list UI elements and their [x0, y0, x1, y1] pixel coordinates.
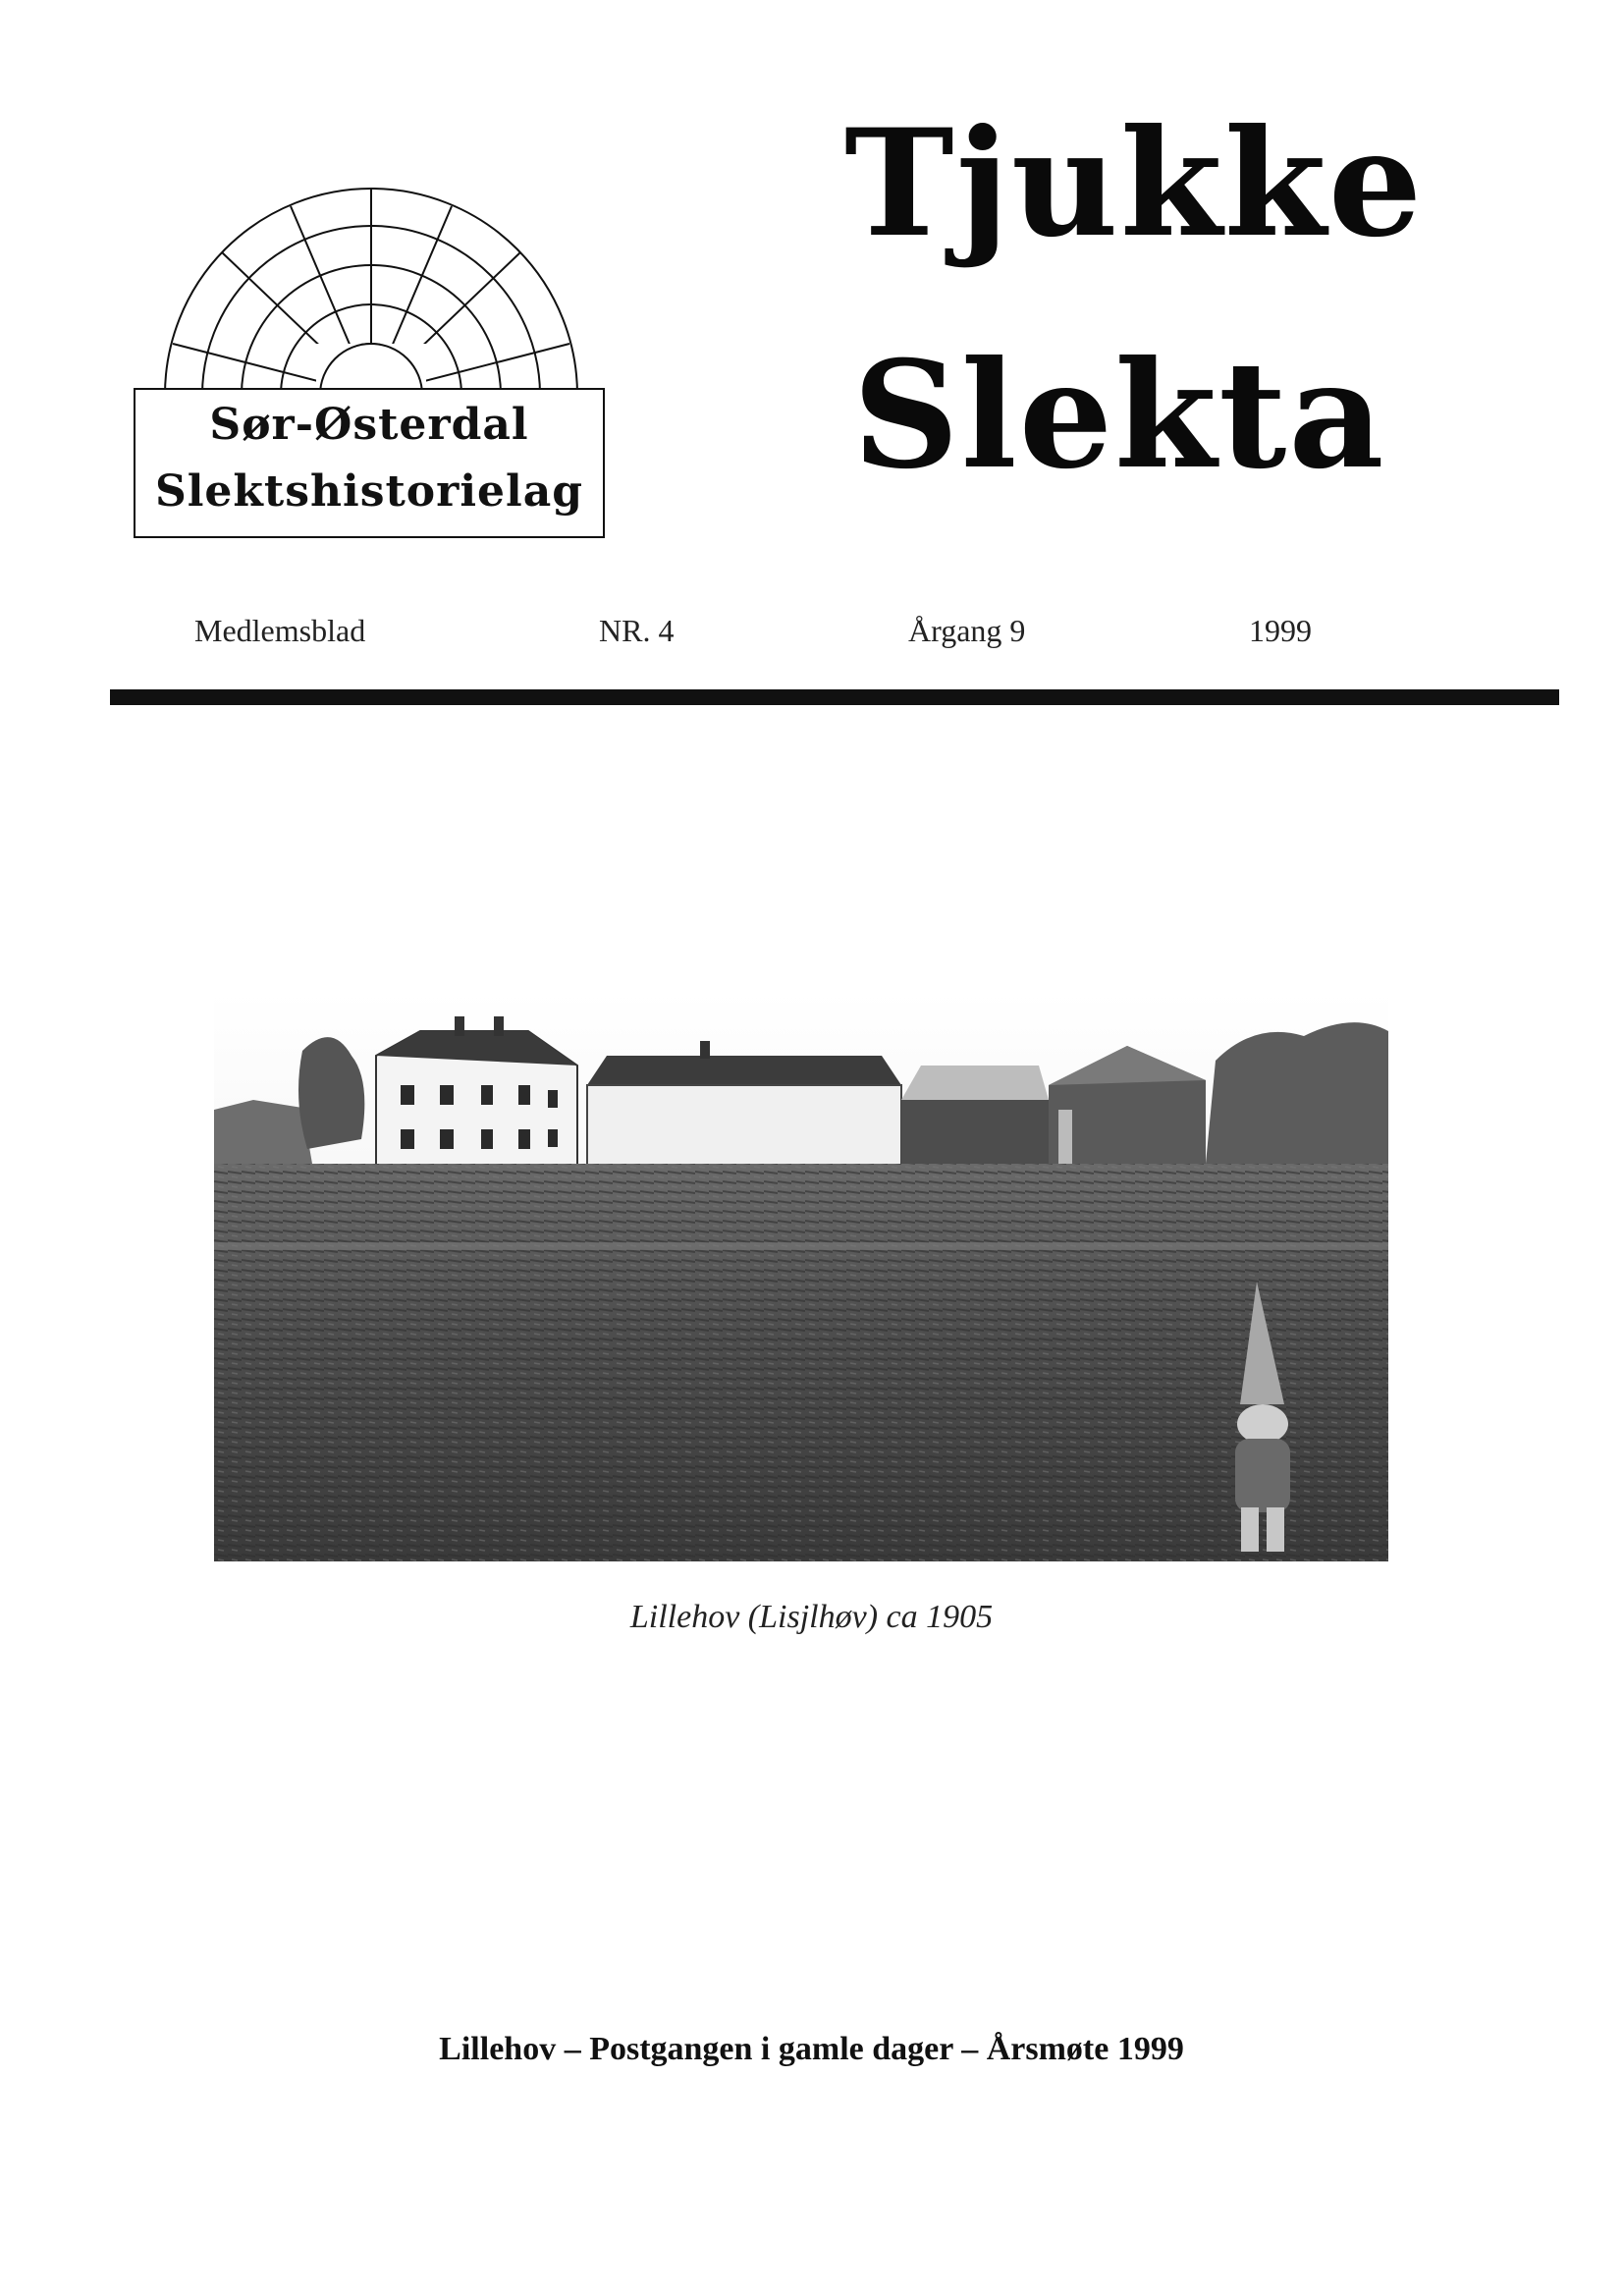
publication-type: Medlemsblad	[194, 613, 366, 648]
cover-photo	[214, 992, 1388, 1561]
issue-number: NR. 4	[599, 613, 675, 648]
masthead-title-line2: Slekta	[852, 329, 1386, 502]
sunrise-arch-icon	[134, 187, 609, 398]
photo-caption: Lillehov (Lisjlhøv) ca 1905	[629, 1599, 994, 1635]
header-divider	[110, 689, 1559, 705]
volume-label: Årgang 9	[908, 613, 1026, 648]
issue-year: 1999	[1249, 613, 1312, 648]
society-name-line1: Sør-Østerdal	[209, 400, 529, 450]
masthead-title-line1: Tjukke	[844, 97, 1425, 270]
society-name-box	[134, 388, 605, 538]
issue-contents-line: Lillehov – Postgangen i gamle dager – Årsmøte 1999	[439, 2031, 1184, 2067]
society-logo	[134, 187, 609, 550]
society-name-line2: Slektshistorielag	[154, 466, 584, 517]
